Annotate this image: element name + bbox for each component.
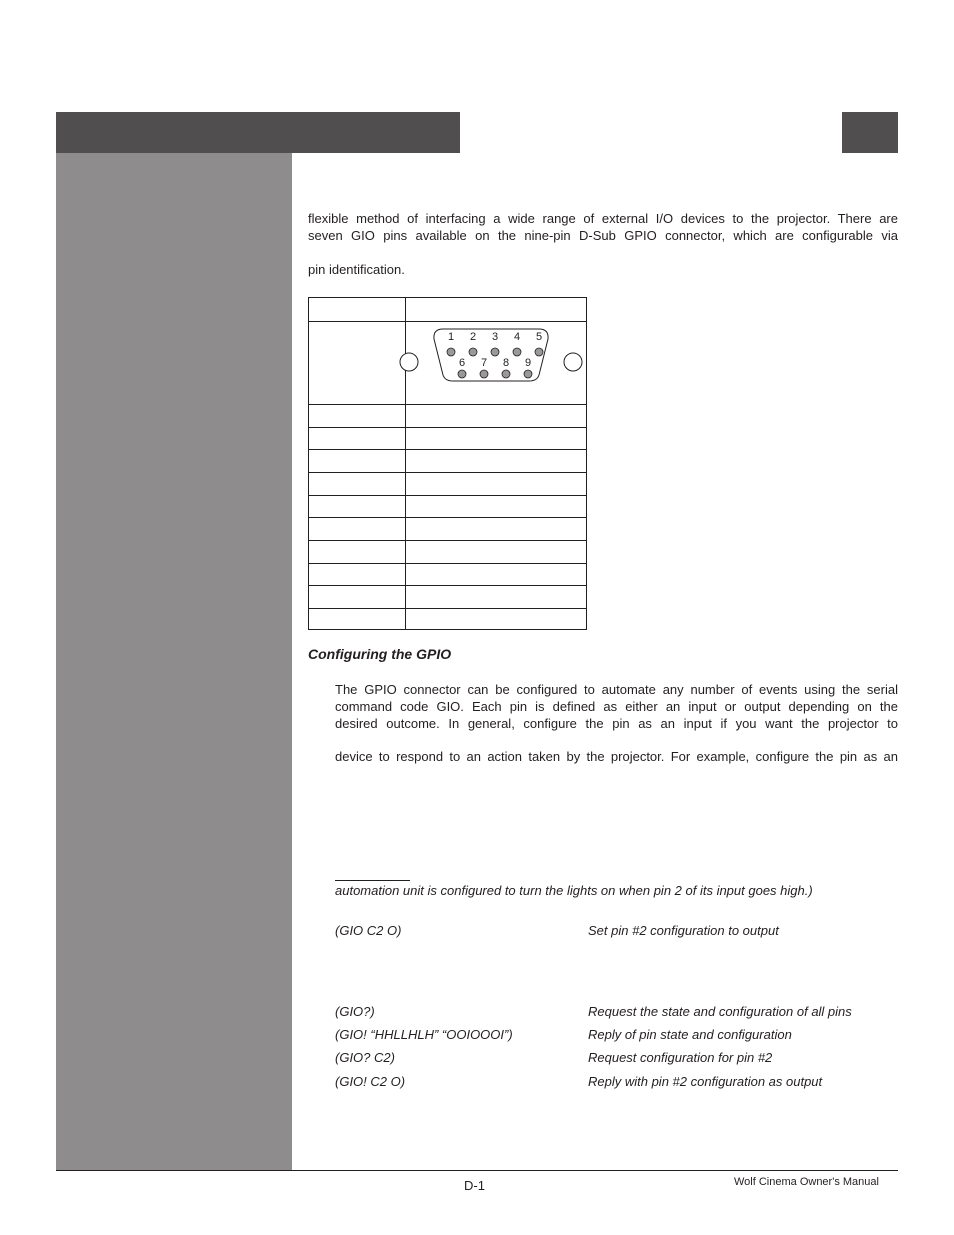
intro-line: seven GIO pins available on the nine-pin D-Sub GPIO connector, which are configurable via xyxy=(308,228,898,243)
table-row-divider xyxy=(309,321,586,322)
header-bar xyxy=(56,112,460,153)
pin-contact-4 xyxy=(513,348,521,356)
command-description: Request configuration for pin #2 xyxy=(588,1050,773,1065)
table-row-divider xyxy=(309,427,586,428)
pin-label-7: 7 xyxy=(480,357,488,369)
table-row-divider xyxy=(309,585,586,586)
pin-label-3: 3 xyxy=(491,331,499,343)
section-line: device to respond to an action taken by the projector. For example, configure the pin as an xyxy=(335,749,898,764)
table-row-divider xyxy=(309,404,586,405)
pin-label-5: 5 xyxy=(535,331,543,343)
pin-contact-7 xyxy=(480,370,488,378)
section-line: command code GIO. Each pin is defined as either an input or output depending on the xyxy=(335,699,898,714)
section-paragraph xyxy=(335,681,898,732)
table-row-divider xyxy=(309,608,586,609)
pin-label-1: 1 xyxy=(447,331,455,343)
pin-table xyxy=(308,297,587,630)
command-description: Reply with pin #2 configuration as output xyxy=(588,1074,823,1089)
command-code: (GIO! “HHLLHLH” “OOIOOOI”) xyxy=(335,1027,513,1042)
pin-contact-3 xyxy=(491,348,499,356)
command-description: Request the state and configuration of all pins xyxy=(588,1004,852,1019)
table-row-divider xyxy=(309,517,586,518)
db9-connector-diagram xyxy=(399,323,583,383)
command-description: Set pin #2 configuration to output xyxy=(588,923,779,938)
pin-contact-9 xyxy=(524,370,532,378)
manual-title: Wolf Cinema Owner's Manual xyxy=(734,1176,879,1188)
pin-label-6: 6 xyxy=(458,357,466,369)
pin-label-9: 9 xyxy=(524,357,532,369)
footer-rule xyxy=(56,1170,898,1171)
command-code: (GIO! C2 O) xyxy=(335,1074,406,1089)
example-caption: automation unit is configured to turn the lights on when pin 2 of its input goes high.) xyxy=(335,883,813,898)
mounting-hole-left xyxy=(400,353,418,371)
example-heading-underline xyxy=(335,880,410,881)
pin-contact-2 xyxy=(469,348,477,356)
table-row-divider xyxy=(309,495,586,496)
pin-contact-5 xyxy=(535,348,543,356)
intro-line: flexible method of interfacing a wide range of external I/O devices to the projector. There are xyxy=(308,211,898,226)
sidebar-panel xyxy=(56,153,292,1170)
pin-label-4: 4 xyxy=(513,331,521,343)
table-row-divider xyxy=(309,540,586,541)
command-description: Reply of pin state and configuration xyxy=(588,1027,792,1042)
section-line: The GPIO connector can be configured to automate any number of events using the serial xyxy=(335,682,898,697)
pin-label-8: 8 xyxy=(502,357,510,369)
section-paragraph-continued xyxy=(335,748,898,765)
command-code: (GIO C2 O) xyxy=(335,923,402,938)
intro-paragraph xyxy=(308,210,898,244)
pin-contact-1 xyxy=(447,348,455,356)
table-row-divider xyxy=(309,563,586,564)
section-line: desired outcome. In general, configure the pin as an input if you want the projector to xyxy=(335,716,898,731)
mounting-hole-right xyxy=(564,353,582,371)
pin-contact-6 xyxy=(458,370,466,378)
command-code: (GIO? C2) xyxy=(335,1050,395,1065)
pin-contact-8 xyxy=(502,370,510,378)
table-row-divider xyxy=(309,449,586,450)
table-row-divider xyxy=(309,472,586,473)
page-number: D-1 xyxy=(464,1178,485,1193)
header-tab xyxy=(842,112,898,153)
pin-label-2: 2 xyxy=(469,331,477,343)
section-heading: Configuring the GPIO xyxy=(308,646,452,662)
command-code: (GIO?) xyxy=(335,1004,375,1019)
intro-trailing-line: pin identification. xyxy=(308,262,405,277)
